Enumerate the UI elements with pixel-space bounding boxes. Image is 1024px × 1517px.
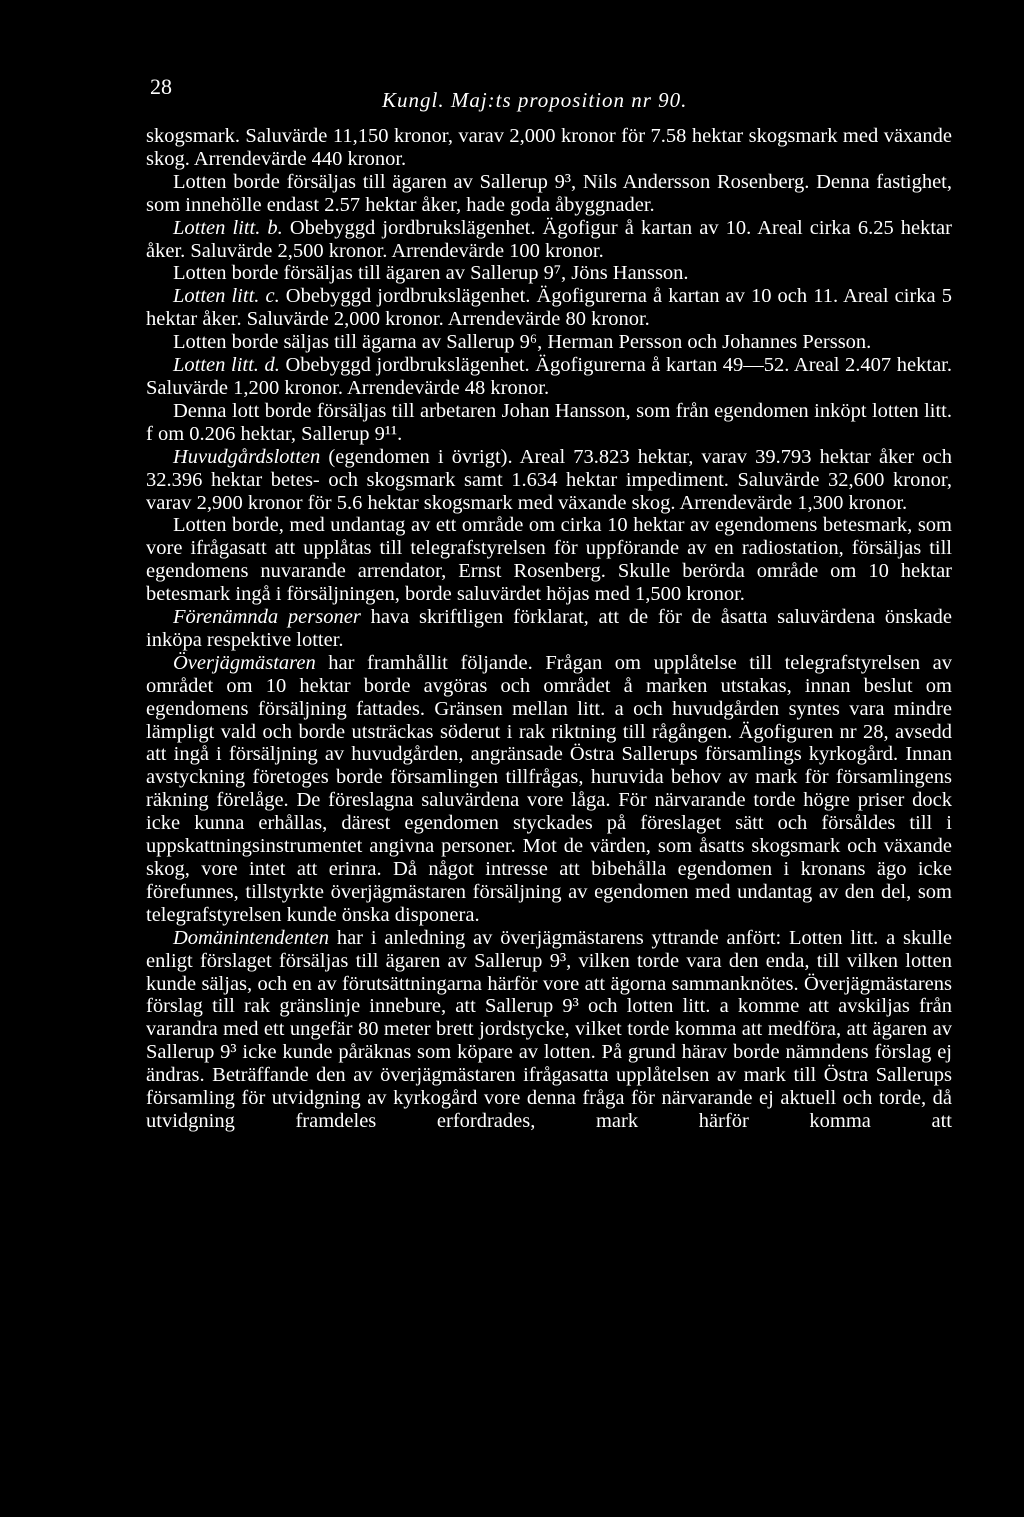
page-number: 28	[150, 74, 172, 99]
paragraph-10: Lotten borde, med undantag av ett område om cirka 10 hektar av egendomens betesmark, som vore ifrågasatt att upplåtas till telegrafstyrelsen för uppförande av en radiostation, försäljas till egendomens nuvarande arrendator, Ernst Rosenberg. Skulle berörda område om 10 hektar betesmark ingå i försäljningen, borde saluvärdet höjas med 1,500 kronor.	[146, 514, 952, 606]
page-header	[150, 74, 950, 114]
paragraph-11: Förenämnda personer hava skriftligen förklarat, att de för de åsatta saluvärdena önskade inköpa respektive lotter.	[146, 606, 952, 651]
paragraph-4: Lotten borde försäljas till ägaren av Sallerup 9⁷, Jöns Hansson.	[173, 262, 689, 285]
speaker-heading: Förenämnda personer	[173, 606, 361, 629]
speaker-heading: Domänintendenten	[173, 926, 329, 949]
paragraph-13: Domänintendenten har i anledning av överjägmästarens yttrande anfört: Lotten litt. a skulle enligt förslaget försäljas till ägaren av Sallerup 9³, vilken torde vara den enda, till vilken lotten kunde säljas, och en av förutsättningarna härför vore att ägorna sammanknötes. Överjägmästarens förslag till rak gränslinje innebure, att Sallerup 9³ och lotten litt. a komme att avskiljas från varandra med ett ungefär 80 meter brett jordstycke, vilket torde komma att medföra, att ägaren av Sallerup 9³ icke kunde påräknas som köpare av lotten. På grund härav borde nämndens förslag ej ändras. Beträffande den av överjägmästaren ifrågasatta upplåtelsen av mark till Östra Sallerups församling för utvidgning av kyrkogård vore denna fråga för närvarande ej aktuell och torde, då utvidgning framdeles erfordrades, mark härför komma att	[146, 926, 952, 1132]
speaker-heading: Överjägmästaren	[173, 651, 316, 674]
running-title: Kungl. Maj:ts proposition nr 90.	[382, 88, 688, 112]
paragraph-12: Överjägmästaren har framhållit följande. Frågan om upplåtelse till telegrafstyrelsen av området om 10 hektar borde avgöras och området å marken utstakas, innan beslut om egendomens försäljning fattades. Gränsen mellan litt. a och huvudgården syntes vara mindre lämpligt vald och borde utsträckas söderut i rak riktning till rågången. Ägofiguren nr 28, avsedd att ingå i försäljning av huvudgården, angränsade Östra Sallerups församlings kyrkogård. Innan avstyckning företoges borde församlingen tillfrågas, huruvida behov av mark för församlingens räkning förelåge. De föreslagna saluvärdena vore låga. För närvarande torde högre priser dock icke kunna erhållas, därest egendomen styckades på föreslaget sätt och försåldes till i uppskattningsinstrumentet angivna personer. Mot de värden, som åsatts skogsmark och växande skog, vore intet att erinra. Då något intresse att bibehålla egendomen i kronans ägo icke förefunnes, tillstyrkte överjägmästaren försäljning av egendomen med undantag av den del, som telegrafstyrelsen kunde önska disponera.	[146, 651, 952, 926]
paragraph-1: skogsmark. Saluvärde 11,150 kronor, varav 2,000 kronor för 7.58 hektar skogsmark med växande skog. Arrendevärde 440 kronor.	[146, 125, 952, 170]
paragraph-6: Lotten borde säljas till ägarna av Sallerup 9⁶, Herman Persson och Johannes Persson.	[173, 331, 872, 354]
lot-heading: Lotten litt. d.	[173, 354, 280, 377]
lot-heading: Lotten litt. b.	[173, 216, 283, 239]
paragraph-5: Lotten litt. c. Obebyggd jordbrukslägenhet. Ägofigurerna å kartan av 10 och 11. Areal cirka 5 hektar åker. Saluvärde 2,000 kronor. Arrendevärde 80 kronor.	[146, 285, 952, 331]
paragraph-7: Lotten litt. d. Obebyggd jordbrukslägenhet. Ägofigurerna å kartan 49—52. Areal 2.407 hektar. Saluvärde 1,200 kronor. Arrendevärde 48 kronor.	[146, 354, 952, 399]
lot-heading: Huvudgårdslotten	[173, 445, 321, 468]
paragraph-8: Denna lott borde försäljas till arbetaren Johan Hansson, som från egendomen inköpt lotten litt. f om 0.206 hektar, Sallerup 9¹¹.	[146, 399, 952, 445]
lot-heading: Lotten litt. c.	[173, 285, 280, 308]
paragraph-9: Huvudgårdslotten (egendomen i övrigt). Areal 73.823 hektar, varav 39.793 hektar åker och 32.396 hektar betes- och skogsmark samt 1.634 hektar impediment. Saluvärde 32,600 kronor, varav 2,900 kronor för 5.6 hektar skogsmark med växande skog. Arrendevärde 1,300 kronor.	[146, 445, 952, 514]
paragraph-3: Lotten litt. b. Obebyggd jordbrukslägenhet. Ägofigur å kartan av 10. Areal cirka 6.25 hektar åker. Saluvärde 2,500 kronor. Arrendevärde 100 kronor.	[146, 216, 952, 262]
paragraph-2: Lotten borde försäljas till ägaren av Sallerup 9³, Nils Andersson Rosenberg. Denna fastighet, som innehölle endast 2.57 hektar åker, hade goda åbyggnader.	[146, 170, 952, 216]
body-text	[146, 125, 952, 1133]
